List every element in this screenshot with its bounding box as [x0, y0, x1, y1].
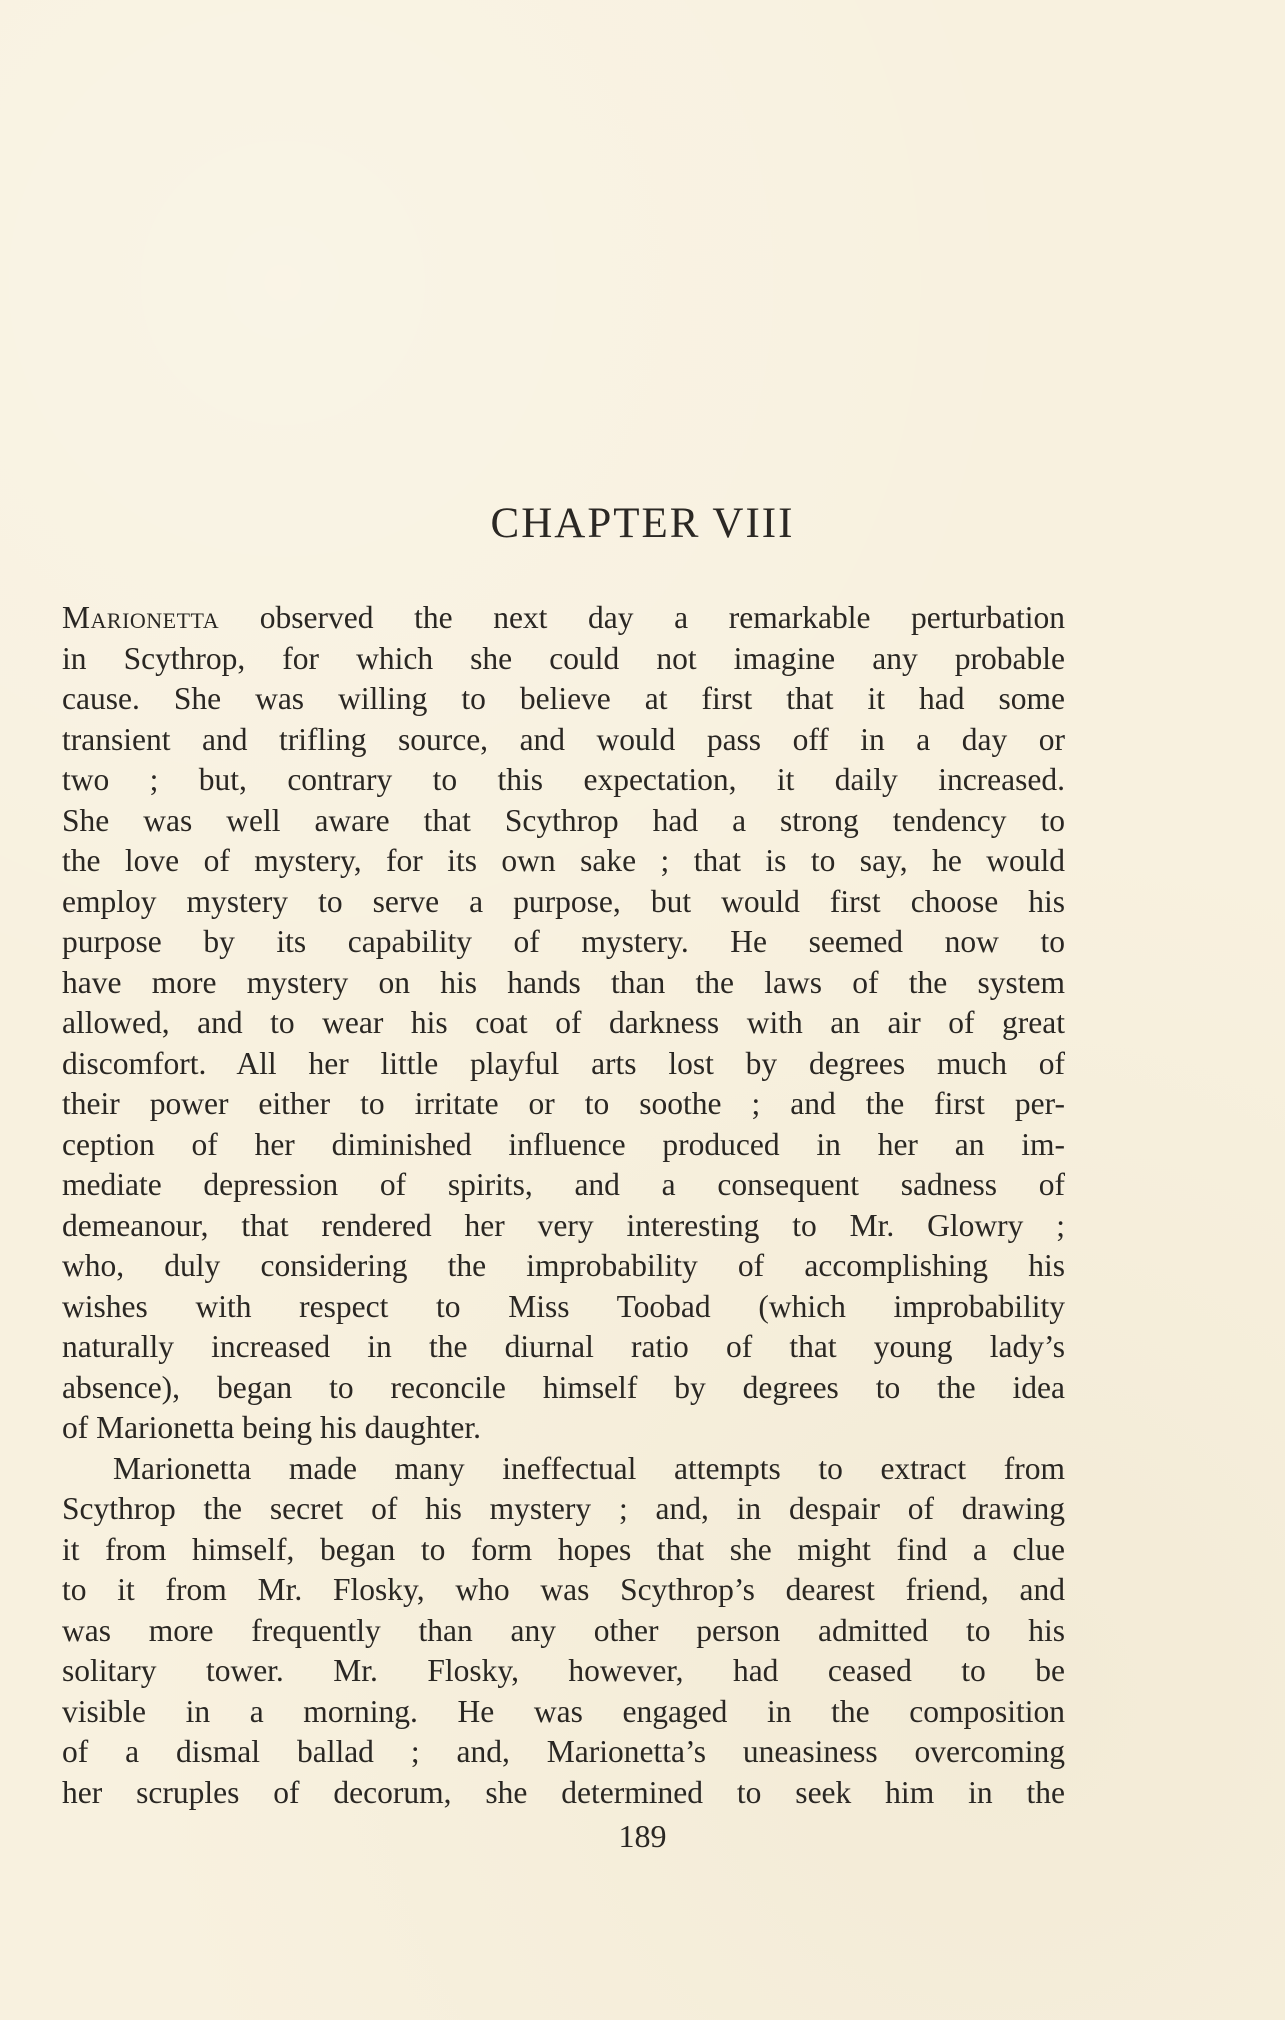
text-line: demeanour, that rendered her very interesting to Mr. Glowry ; [62, 1207, 1065, 1243]
paragraph-2 [62, 1449, 1065, 1814]
text-line: was more frequently than any other person admitted to his [62, 1612, 1065, 1648]
text-line: cause. She was willing to believe at first that it had some [62, 681, 1065, 716]
text-line: wishes with respect to Miss Toobad (which improbability [62, 1288, 1065, 1324]
text-line: Scythrop the secret of his mystery ; and, in despair of drawing [62, 1491, 1065, 1526]
page-number: 189 [618, 1818, 667, 1854]
text-line: purpose by its capability of mystery. He seemed now to [62, 924, 1065, 959]
text-line: ception of her diminished influence produced in her an im- [62, 1126, 1065, 1162]
text-line: mediate depression of spirits, and a consequent sadness of [62, 1167, 1065, 1202]
text-line: in Scythrop, for which she could not imagine any probable [62, 640, 1065, 676]
text-line: have more mystery on his hands than the laws of the system [62, 964, 1065, 1000]
lead-word: Marionetta [62, 600, 220, 635]
text-line: to it from Mr. Flosky, who was Scythrop’s dearest friend, and [62, 1572, 1065, 1607]
text-line: who, duly considering the improbability of accomplishing his [62, 1248, 1065, 1283]
text-line: visible in a morning. He was engaged in the composition [62, 1693, 1065, 1729]
text-line [62, 598, 1065, 639]
paragraph-1 [62, 598, 1065, 1449]
text-line: She was well aware that Scythrop had a strong tendency to [62, 802, 1065, 838]
text-line: of a dismal ballad ; and, Marionetta’s uneasiness overcoming [62, 1734, 1065, 1769]
text-line: the love of mystery, for its own sake ; that is to say, he would [62, 843, 1065, 878]
text-line: absence), began to reconcile himself by degrees to the idea [62, 1369, 1065, 1405]
text-line: solitary tower. Mr. Flosky, however, had ceased to be [62, 1653, 1065, 1688]
text-line: their power either to irritate or to soothe ; and the first per- [62, 1086, 1065, 1121]
text-line: employ mystery to serve a purpose, but would first choose his [62, 883, 1065, 919]
text-line: it from himself, began to form hopes that she might find a clue [62, 1531, 1065, 1567]
text-line: two ; but, contrary to this expectation, it daily increased. [62, 762, 1065, 797]
body-text [62, 598, 1065, 1813]
text-line-content: observed the next day a remarkable perturbation [219, 600, 1065, 635]
text-line: her scruples of decorum, she determined to seek him in the [62, 1774, 1065, 1810]
text-line: discomfort. All her little playful arts lost by degrees much of [62, 1045, 1065, 1081]
text-line: Marionetta made many ineffectual attempts to extract from [113, 1450, 1065, 1486]
text-line: allowed, and to wear his coat of darkness with an air of great [62, 1005, 1065, 1040]
chapter-title: CHAPTER VIII [490, 500, 795, 547]
text-line: transient and trifling source, and would pass off in a day or [62, 721, 1065, 757]
text-line: naturally increased in the diurnal ratio of that young lady’s [62, 1329, 1065, 1364]
text-line: of Marionetta being his daughter. [62, 1410, 482, 1445]
